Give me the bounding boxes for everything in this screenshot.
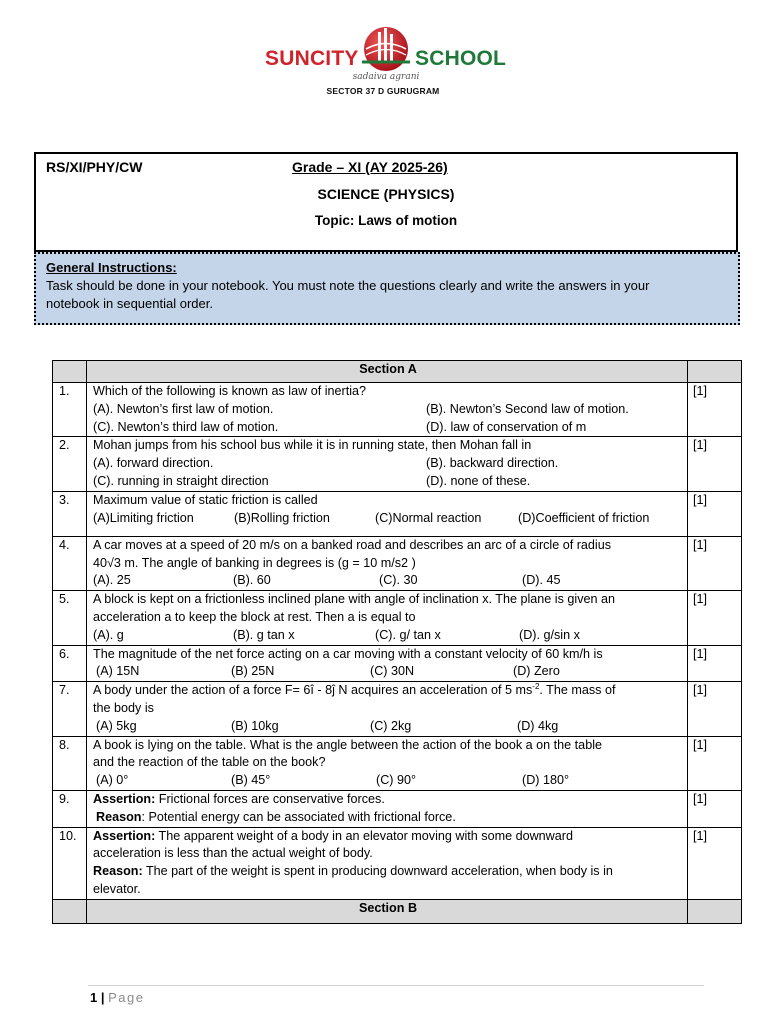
option: (B). g tan x — [233, 627, 295, 642]
option: (D). 45 — [522, 573, 561, 588]
general-instructions — [34, 252, 740, 325]
assertion-text: The apparent weight of a body in an elevator moving with some downward — [155, 828, 573, 843]
option: (A). 25 — [93, 573, 131, 588]
assertion-label: Assertion: — [93, 791, 156, 806]
page-word: Page — [108, 990, 145, 1005]
instructions-title: General Instructions: — [46, 260, 177, 275]
globe-emblem-icon — [360, 24, 412, 74]
question-text: A body under the action of a force F= 6î - 8ĵ N acquires an acceleration of 5 ms — [93, 683, 533, 698]
section-header-row — [53, 899, 742, 923]
option: (D) 180° — [522, 773, 570, 788]
question-row — [53, 790, 742, 827]
marks: [1] — [688, 536, 742, 590]
option: (C). g/ tan x — [375, 627, 441, 642]
question-number: 8. — [53, 736, 87, 790]
question-text: Maximum value of static friction is called — [93, 492, 318, 507]
option: (A)Limiting friction — [93, 510, 194, 525]
section-a-title: Section A — [87, 361, 688, 383]
topic-title: Topic: Laws of motion — [314, 213, 458, 228]
option: (C). running in straight direction — [93, 473, 269, 488]
question-number: 6. — [53, 645, 87, 682]
question-number: 3. — [53, 491, 87, 536]
option: (A) 0° — [96, 773, 129, 788]
option: (B) 25N — [231, 664, 275, 679]
option: (C) 2kg — [370, 718, 412, 733]
logo-word-school: SCHOOL — [415, 47, 507, 70]
question-text: Which of the following is known as law of inertia? — [93, 384, 366, 398]
question-row — [53, 491, 742, 536]
option: (B). 60 — [233, 573, 271, 588]
option: (C) 30N — [370, 664, 415, 679]
question-text: and the reaction of the table on the book? — [93, 755, 326, 770]
marks: [1] — [688, 491, 742, 536]
section-b-title: Section B — [87, 899, 688, 923]
marks: [1] — [688, 437, 742, 491]
reason-text: The part of the weight is spent in producing downward acceleration, when body is in — [142, 864, 613, 879]
exponent: -2 — [532, 682, 540, 691]
document-code: RS/XI/PHY/CW — [46, 159, 143, 175]
option: (D)Coefficient of friction — [518, 510, 650, 525]
option: (A). Newton’s first law of motion. — [93, 401, 274, 416]
question-text: A block is kept on a frictionless inclined plane with angle of inclination x. The plane is given an — [93, 592, 616, 607]
option: (D). g/sin x — [519, 627, 580, 642]
option: (D) Zero — [513, 664, 560, 679]
question-text: A car moves at a speed of 20 m/s on a banked road and describes an arc of a circle of radius — [93, 537, 612, 552]
option: (D) 4kg — [517, 718, 559, 733]
question-text: A book is lying on the table. What is the angle between the action of the book a on the table — [93, 737, 602, 752]
option: (C)Normal reaction — [375, 510, 482, 525]
logo-motto: sadaiva agrani — [352, 72, 420, 82]
question-text: The magnitude of the net force acting on a car moving with a constant velocity of 60 km/h is — [93, 646, 603, 661]
question-text: acceleration a to keep the block at rest. Then a is equal to — [93, 609, 416, 624]
option: (B). backward direction. — [426, 456, 559, 471]
marks: [1] — [688, 736, 742, 790]
question-number: 7. — [53, 682, 87, 736]
document-header — [34, 152, 738, 252]
question-text: . The mass of — [539, 683, 616, 698]
question-row — [53, 437, 742, 491]
question-text: the body is — [93, 700, 154, 715]
option: (A). g — [93, 627, 124, 642]
reason-text: : Potential energy can be associated with frictional force. — [141, 809, 456, 824]
question-number: 1. — [53, 383, 87, 437]
marks: [1] — [688, 645, 742, 682]
option: (B)Rolling friction — [234, 510, 330, 525]
option: (B). Newton’s Second law of motion. — [426, 401, 629, 416]
assertion-text: acceleration is less than the actual weight of body. — [93, 846, 373, 861]
question-row — [53, 383, 742, 437]
reason-label: Reason: — [93, 864, 143, 879]
logo-word-suncity: SUNCITY — [265, 47, 359, 70]
reason-text: elevator. — [93, 881, 141, 896]
question-row — [53, 682, 742, 736]
option: (A) 15N — [96, 664, 140, 679]
questions-table — [52, 360, 742, 924]
question-number: 5. — [53, 591, 87, 645]
question-number: 4. — [53, 536, 87, 590]
option: (B) 45° — [231, 773, 271, 788]
question-text: Mohan jumps from his school bus while it is in running state, then Mohan fall in — [93, 438, 532, 453]
marks: [1] — [688, 682, 742, 736]
marks: [1] — [688, 591, 742, 645]
reason-label: Reason — [96, 809, 142, 824]
marks: [1] — [688, 790, 742, 827]
marks: [1] — [688, 827, 742, 899]
question-row — [53, 536, 742, 590]
option: (C). Newton’s third law of motion. — [93, 419, 279, 434]
question-number: 2. — [53, 437, 87, 491]
marks: [1] — [688, 383, 742, 437]
question-row — [53, 591, 742, 645]
footer-divider — [88, 985, 704, 986]
option: (A) 5kg — [96, 718, 137, 733]
logo-location: SECTOR 37 D GURUGRAM — [326, 86, 440, 96]
question-text: 40√3 m. The angle of banking in degrees is (g = 10 m/s2 ) — [93, 555, 416, 570]
section-header-row — [53, 361, 742, 383]
instructions-line: notebook in sequential order. — [46, 296, 213, 311]
option: (C) 90° — [376, 773, 417, 788]
instructions-line: Task should be done in your notebook. You must note the questions clearly and write the answers in your — [46, 278, 650, 293]
question-row — [53, 645, 742, 682]
footer-separator: | — [97, 990, 109, 1005]
assertion-label: Assertion: — [93, 828, 156, 843]
grade-title: Grade – XI (AY 2025-26) — [292, 159, 448, 175]
question-number: 10. — [53, 827, 87, 899]
page-footer — [90, 990, 144, 1005]
option: (D). none of these. — [426, 473, 531, 488]
option: (C). 30 — [379, 573, 418, 588]
assertion-text: Frictional forces are conservative forces. — [155, 791, 385, 806]
option: (D). law of conservation of m — [426, 419, 587, 434]
page-number: 1 — [90, 990, 98, 1005]
question-row — [53, 827, 742, 899]
school-logo — [262, 24, 506, 100]
option: (A). forward direction. — [93, 456, 214, 471]
subject-title: SCIENCE (PHYSICS) — [317, 186, 455, 202]
question-row — [53, 736, 742, 790]
option: (B) 10kg — [231, 718, 279, 733]
question-number: 9. — [53, 790, 87, 827]
